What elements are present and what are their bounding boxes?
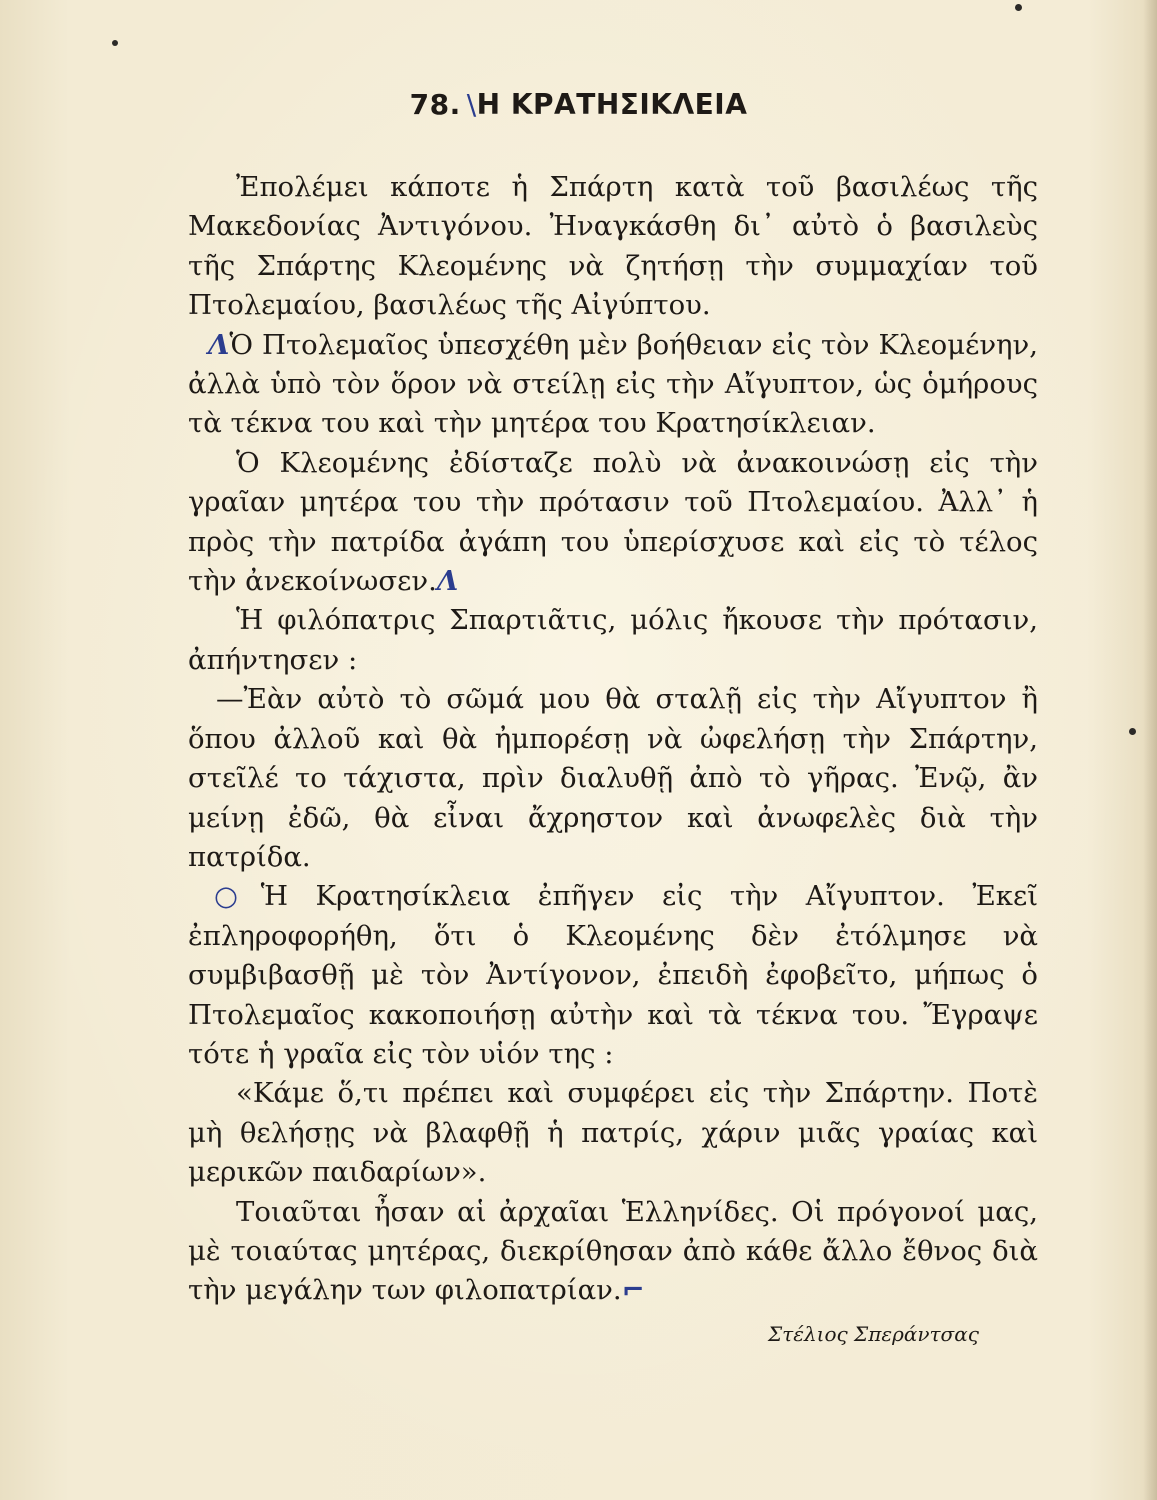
paragraph-text: Ἡ φιλόπατρις Σπαρτιᾶτις, μόλις ἤκουσε τὴν πρότασιν, ἀπήντησεν : <box>188 604 1038 676</box>
pen-mark-icon: \ <box>466 88 477 121</box>
paragraph <box>188 326 1038 444</box>
paragraph <box>188 1074 1038 1192</box>
paragraph-text: Ἐπολέμει κάποτε ἡ Σπάρτη κατὰ τοῦ βασιλέως τῆς Μακεδονίας Ἀντιγόνου. Ἠναγκάσθη δι᾿ αὐτὸ ὁ βασιλεὺς τῆς Σπάρτης Κλεομένης νὰ ζητήσῃ τὴν συμμαχίαν τοῦ Πτολεμαίου, βασιλέως τῆς Αἰγύπτου. <box>188 171 1038 322</box>
inline-annotation-icon: Λ <box>436 565 459 598</box>
ink-speck <box>1129 728 1136 735</box>
paragraph-text: —Ἐὰν αὐτὸ τὸ σῶμά μου θὰ σταλῇ εἰς τὴν Αἴγυπτον ἢ ὅπου ἀλλοῦ καὶ θὰ ἠμπορέσῃ νὰ ὠφελήσῃ τὴν Σπάρτην, στεῖλέ το τάχιστα, πρὶν διαλυθῇ ἀπὸ τὸ γῆρας. Ἐνῷ, ἂν μείνῃ ἐδῶ, θὰ εἶναι ἄχρηστον καὶ ἀνωφελὲς διὰ τὴν πατρίδα. <box>188 683 1038 873</box>
paragraph <box>188 680 1038 877</box>
margin-annotation-icon: ○ <box>214 880 257 913</box>
ink-speck <box>112 40 118 46</box>
paragraph-text: Ὁ Πτολεμαῖος ὑπεσχέθη μὲν βοήθειαν εἰς τὸν Κλεομένην, ἀλλὰ ὑπὸ τὸν ὅρον νὰ στείλῃ εἰς τὴν Αἴγυπτον, ὡς ὁμήρους τὰ τέκνα του καὶ τὴν μητέρα του Κρατησίκλειαν. <box>188 328 1038 440</box>
chapter-title: Η ΚΡΑΤΗΣΙΚΛΕΙΑ <box>476 88 748 121</box>
page-edge-shadow <box>1143 0 1157 1500</box>
margin-annotation-icon: Λ <box>208 328 230 361</box>
paragraph <box>188 877 1038 1074</box>
paragraph <box>188 601 1038 680</box>
paragraph-text: «Κάμε ὅ,τι πρέπει καὶ συμφέρει εἰς τὴν Σπάρτην. Ποτὲ μὴ θελήσῃς νὰ βλαφθῇ ἡ πατρίς, χάριν μιᾶς γραίας καὶ μερικῶν παιδαρίων». <box>188 1077 1038 1189</box>
paragraph <box>188 168 1038 326</box>
author-signature: Στέλιος Σπεράντσας <box>768 1322 979 1346</box>
paragraph-text: Τοιαῦται ἦσαν αἱ ἀρχαῖαι Ἑλληνίδες. Οἱ πρόγονοί μας, μὲ τοιαύτας μητέρας, διεκρίθησαν ἀπὸ κάθε ἄλλο ἔθνος διὰ τὴν μεγάλην των φιλοπατρίαν. <box>188 1195 1038 1307</box>
page-header <box>0 88 1157 121</box>
paragraph-text: Ἡ Κρατησίκλεια ἐπῆγεν εἰς τὴν Αἴγυπτον. Ἐκεῖ ἐπληροφορήθη, ὅτι ὁ Κλεομένης δὲν ἐτόλμησε νὰ συμβιβασθῇ μὲ τὸν Ἀντίγονον, ἐπειδὴ ἐφοβεῖτο, μήπως ὁ Πτολεμαῖος κακοποιήσῃ αὐτὴν καὶ τὰ τέκνα του. Ἔγραψε τότε ἡ γραῖα εἰς τὸν υἱόν της : <box>188 880 1039 1070</box>
paragraph-text: Ὁ Κλεομένης ἐδίσταζε πολὺ νὰ ἀνακοινώσῃ εἰς τὴν γραῖαν μητέρα του τὴν πρότασιν τοῦ Πτολεμαίου. Ἀλλ᾿ ἡ πρὸς τὴν πατρίδα ἀγάπη του ὑπερίσχυσε καὶ εἰς τὸ τέλος τὴν ἀνεκοίνωσεν. <box>188 446 1038 598</box>
page-number: 78. <box>409 88 461 121</box>
ink-speck <box>1015 4 1022 11</box>
paragraph <box>188 444 1038 602</box>
inline-annotation-icon: ⌐ <box>621 1274 645 1307</box>
body-text <box>188 168 1038 1311</box>
paragraph <box>188 1193 1038 1311</box>
